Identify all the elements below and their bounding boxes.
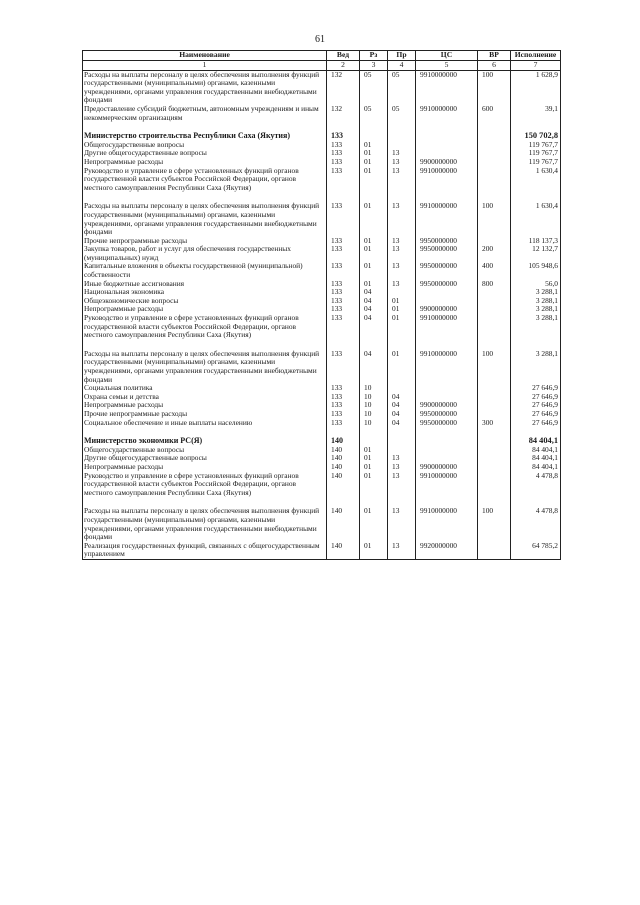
cs-cell: 9910000000	[416, 314, 478, 340]
spacer-cell	[511, 122, 561, 132]
row-name-cell: Общегосударственные вопросы	[83, 141, 327, 150]
sum-cell: 84 404,1	[511, 463, 561, 472]
ved-cell: 133	[327, 245, 360, 262]
row-name-cell: Закупка товаров, работ и услуг для обеспечения государственных (муниципальных) нужд	[83, 245, 327, 262]
spacer-cell	[360, 122, 388, 132]
column-number-row	[83, 61, 561, 71]
rz-cell	[360, 437, 388, 446]
pr-cell: 01	[388, 314, 416, 340]
vr-cell: 800	[478, 280, 511, 289]
row-name-cell: Прочие непрограммные расходы	[83, 410, 327, 419]
ved-cell: 133	[327, 384, 360, 393]
ved-cell: 133	[327, 158, 360, 167]
pr-cell	[388, 141, 416, 150]
sum-cell: 1 630,4	[511, 202, 561, 236]
pr-cell: 13	[388, 245, 416, 262]
rz-cell: 01	[360, 149, 388, 158]
column-header-vr: ВР	[478, 51, 511, 61]
pr-cell	[388, 288, 416, 297]
row-name-cell: Охрана семьи и детства	[83, 393, 327, 402]
rz-cell: 10	[360, 401, 388, 410]
rz-cell: 04	[360, 350, 388, 384]
vr-cell	[478, 384, 511, 393]
pr-cell: 13	[388, 149, 416, 158]
vr-cell	[478, 149, 511, 158]
sum-cell: 119 767,7	[511, 141, 561, 150]
pr-cell: 13	[388, 463, 416, 472]
table-row	[83, 167, 561, 193]
row-name-cell: Расходы на выплаты персоналу в целях обеспечения выполнения функций государственными (муниципальными) органами, казенными учреждениями, органами управления государственными внебюджетными фондами	[83, 350, 327, 384]
ved-cell: 140	[327, 507, 360, 541]
rz-cell: 01	[360, 472, 388, 498]
ved-cell: 133	[327, 350, 360, 384]
cs-cell	[416, 437, 478, 446]
spacer-cell	[511, 497, 561, 507]
vr-cell: 400	[478, 262, 511, 279]
pr-cell: 04	[388, 410, 416, 419]
table-body	[83, 70, 561, 559]
column-number: 5	[416, 61, 478, 71]
sum-cell: 1 628,9	[511, 70, 561, 105]
pr-cell: 13	[388, 280, 416, 289]
ved-cell: 133	[327, 288, 360, 297]
spacer-cell	[478, 192, 511, 202]
pr-cell: 04	[388, 393, 416, 402]
row-name-cell: Руководство и управление в сфере установленных функций органов государственной власти субъектов Российской Федерации, органов местного самоуправления Республики Саха (Якутия)	[83, 167, 327, 193]
sum-cell: 3 288,1	[511, 288, 561, 297]
sum-cell: 84 404,1	[511, 446, 561, 455]
vr-cell	[478, 305, 511, 314]
sum-cell: 119 767,7	[511, 158, 561, 167]
row-name-cell: Реализация государственных функций, связанных с общегосударственным управлением	[83, 542, 327, 560]
row-name-cell: Социальное обеспечение и иные выплаты населению	[83, 419, 327, 428]
ved-cell: 133	[327, 141, 360, 150]
table-header-row	[83, 51, 561, 61]
spacer-cell	[360, 427, 388, 437]
rz-cell: 10	[360, 410, 388, 419]
vr-cell	[478, 132, 511, 141]
row-name-cell: Другие общегосударственные вопросы	[83, 149, 327, 158]
pr-cell: 01	[388, 350, 416, 384]
vr-cell	[478, 454, 511, 463]
sum-cell: 39,1	[511, 105, 561, 122]
spacer-cell	[416, 497, 478, 507]
cs-cell: 9910000000	[416, 350, 478, 384]
ved-cell: 133	[327, 410, 360, 419]
cs-cell: 9950000000	[416, 262, 478, 279]
row-name-cell: Общегосударственные вопросы	[83, 446, 327, 455]
sum-cell: 84 404,1	[511, 454, 561, 463]
rz-cell: 01	[360, 245, 388, 262]
rz-cell: 01	[360, 280, 388, 289]
spacer-cell	[511, 192, 561, 202]
vr-cell	[478, 314, 511, 340]
cs-cell	[416, 384, 478, 393]
column-number: 2	[327, 61, 360, 71]
pr-cell: 13	[388, 262, 416, 279]
row-name-cell: Общеэкономические вопросы	[83, 297, 327, 306]
cs-cell: 9950000000	[416, 410, 478, 419]
sum-cell: 64 785,2	[511, 542, 561, 560]
row-name-cell: Непрограммные расходы	[83, 401, 327, 410]
rz-cell: 04	[360, 314, 388, 340]
ved-cell: 140	[327, 463, 360, 472]
pr-cell: 13	[388, 158, 416, 167]
column-header-pr: Пр	[388, 51, 416, 61]
pr-cell	[388, 384, 416, 393]
rz-cell: 01	[360, 158, 388, 167]
sum-cell: 56,0	[511, 280, 561, 289]
pr-cell: 04	[388, 401, 416, 410]
pr-cell: 13	[388, 472, 416, 498]
vr-cell	[478, 237, 511, 246]
spacer-cell	[416, 427, 478, 437]
cs-cell	[416, 393, 478, 402]
rz-cell: 04	[360, 297, 388, 306]
ved-cell: 133	[327, 314, 360, 340]
ved-cell: 133	[327, 280, 360, 289]
rz-cell: 04	[360, 305, 388, 314]
column-number: 3	[360, 61, 388, 71]
cs-cell	[416, 141, 478, 150]
spacer-cell	[327, 122, 360, 132]
column-header-sum: Исполнение	[511, 51, 561, 61]
sum-cell: 4 478,8	[511, 472, 561, 498]
ved-cell: 140	[327, 437, 360, 446]
rz-cell: 01	[360, 454, 388, 463]
pr-cell	[388, 132, 416, 141]
pr-cell: 05	[388, 70, 416, 105]
cs-cell: 9900000000	[416, 463, 478, 472]
ved-cell: 132	[327, 70, 360, 105]
spacer-cell	[327, 192, 360, 202]
rz-cell: 10	[360, 384, 388, 393]
spacer-cell	[360, 340, 388, 350]
cs-cell: 9910000000	[416, 70, 478, 105]
spacer-cell	[478, 497, 511, 507]
table-row	[83, 419, 561, 428]
sum-cell: 27 646,9	[511, 393, 561, 402]
vr-cell: 600	[478, 105, 511, 122]
column-header-name: Наименование	[83, 51, 327, 61]
sum-cell: 3 288,1	[511, 314, 561, 340]
cs-cell: 9950000000	[416, 280, 478, 289]
rz-cell: 01	[360, 507, 388, 541]
spacer-cell	[388, 340, 416, 350]
pr-cell: 05	[388, 105, 416, 122]
ved-cell: 133	[327, 393, 360, 402]
spacer-cell	[327, 427, 360, 437]
table-row	[83, 262, 561, 279]
rz-cell	[360, 132, 388, 141]
cs-cell: 9900000000	[416, 305, 478, 314]
vr-cell	[478, 297, 511, 306]
pr-cell: 13	[388, 237, 416, 246]
pr-cell: 13	[388, 507, 416, 541]
spacer-cell	[478, 340, 511, 350]
spacer-cell	[388, 122, 416, 132]
row-name-cell: Национальная экономика	[83, 288, 327, 297]
page-number: 61	[315, 34, 325, 45]
vr-cell: 100	[478, 350, 511, 384]
rz-cell: 05	[360, 70, 388, 105]
table-row	[83, 202, 561, 236]
ved-cell: 140	[327, 446, 360, 455]
row-name-cell: Расходы на выплаты персоналу в целях обеспечения выполнения функций государственными (муниципальными) органами, казенными учреждениями, органами управления государственными внебюджетными фондами	[83, 202, 327, 236]
row-name-cell: Непрограммные расходы	[83, 305, 327, 314]
pr-cell: 13	[388, 202, 416, 236]
rz-cell: 01	[360, 167, 388, 193]
sum-cell: 12 132,7	[511, 245, 561, 262]
rz-cell: 10	[360, 419, 388, 428]
table-row	[83, 70, 561, 105]
row-name-cell: Непрограммные расходы	[83, 463, 327, 472]
row-name-cell: Расходы на выплаты персоналу в целях обеспечения выполнения функций государственными (муниципальными) органами, казенными учреждениями, органами управления государственными внебюджетными фондами	[83, 507, 327, 541]
spacer-cell	[360, 192, 388, 202]
rz-cell: 01	[360, 446, 388, 455]
row-name-cell: Непрограммные расходы	[83, 158, 327, 167]
cs-cell: 9950000000	[416, 237, 478, 246]
column-number: 1	[83, 61, 327, 71]
column-number: 6	[478, 61, 511, 71]
sum-cell: 105 948,6	[511, 262, 561, 279]
cs-cell: 9900000000	[416, 401, 478, 410]
vr-cell	[478, 141, 511, 150]
vr-cell	[478, 472, 511, 498]
row-name-cell: Социальная политика	[83, 384, 327, 393]
vr-cell	[478, 167, 511, 193]
row-name-cell: Министерство экономики РС(Я)	[83, 437, 327, 446]
table-row	[83, 507, 561, 541]
vr-cell	[478, 463, 511, 472]
vr-cell: 100	[478, 507, 511, 541]
row-name-cell: Министерство строительства Республики Саха (Якутия)	[83, 132, 327, 141]
sum-cell: 27 646,9	[511, 401, 561, 410]
row-name-cell: Расходы на выплаты персоналу в целях обеспечения выполнения функций государственными (муниципальными) органами, казенными учреждениями, органами управления государственными внебюджетными фондами	[83, 70, 327, 105]
ved-cell: 140	[327, 472, 360, 498]
vr-cell	[478, 401, 511, 410]
sum-cell: 150 702,8	[511, 132, 561, 141]
ved-cell: 133	[327, 297, 360, 306]
table-row	[83, 472, 561, 498]
ved-cell: 133	[327, 401, 360, 410]
cs-cell: 9920000000	[416, 542, 478, 560]
sum-cell: 119 767,7	[511, 149, 561, 158]
sum-cell: 3 288,1	[511, 297, 561, 306]
spacer-cell	[327, 340, 360, 350]
pr-cell	[388, 446, 416, 455]
ved-cell: 140	[327, 454, 360, 463]
row-name-cell: Прочие непрограммные расходы	[83, 237, 327, 246]
ved-cell: 133	[327, 167, 360, 193]
spacer-cell	[388, 497, 416, 507]
ved-cell: 140	[327, 542, 360, 560]
cs-cell	[416, 297, 478, 306]
cs-cell: 9910000000	[416, 507, 478, 541]
sum-cell: 27 646,9	[511, 410, 561, 419]
column-number: 7	[511, 61, 561, 71]
table-row	[83, 245, 561, 262]
pr-cell: 13	[388, 167, 416, 193]
rz-cell: 01	[360, 237, 388, 246]
spacer-cell	[478, 122, 511, 132]
spacer-cell	[416, 340, 478, 350]
row-name-cell: Другие общегосударственные вопросы	[83, 454, 327, 463]
budget-execution-table	[82, 50, 561, 560]
ved-cell: 133	[327, 305, 360, 314]
vr-cell: 100	[478, 202, 511, 236]
vr-cell	[478, 158, 511, 167]
spacer-cell	[388, 427, 416, 437]
spacer-cell	[511, 427, 561, 437]
vr-cell	[478, 446, 511, 455]
spacer-cell	[327, 497, 360, 507]
ved-cell: 133	[327, 202, 360, 236]
sum-cell: 1 630,4	[511, 167, 561, 193]
cs-cell	[416, 454, 478, 463]
column-number: 4	[388, 61, 416, 71]
row-name-cell: Руководство и управление в сфере установленных функций органов государственной власти субъектов Российской Федерации, органов местного самоуправления Республики Саха (Якутия)	[83, 472, 327, 498]
rz-cell: 01	[360, 542, 388, 560]
spacer-cell	[388, 192, 416, 202]
rz-cell: 01	[360, 141, 388, 150]
ved-cell: 133	[327, 149, 360, 158]
spacer-cell	[511, 340, 561, 350]
vr-cell	[478, 410, 511, 419]
pr-cell	[388, 437, 416, 446]
rz-cell: 01	[360, 262, 388, 279]
cs-cell: 9910000000	[416, 202, 478, 236]
vr-cell: 100	[478, 70, 511, 105]
rz-cell: 04	[360, 288, 388, 297]
ved-cell: 133	[327, 419, 360, 428]
table-row	[83, 105, 561, 122]
cs-cell: 9910000000	[416, 105, 478, 122]
sum-cell: 27 646,9	[511, 384, 561, 393]
vr-cell: 300	[478, 419, 511, 428]
ved-cell: 133	[327, 262, 360, 279]
ved-cell: 133	[327, 237, 360, 246]
row-name-cell: Руководство и управление в сфере установленных функций органов государственной власти субъектов Российской Федерации, органов местного самоуправления Республики Саха (Якутия)	[83, 314, 327, 340]
column-header-rz: Рз	[360, 51, 388, 61]
table-row	[83, 542, 561, 560]
sum-cell: 3 288,1	[511, 305, 561, 314]
cs-cell	[416, 132, 478, 141]
table-row	[83, 350, 561, 384]
cs-cell: 9950000000	[416, 419, 478, 428]
pr-cell: 04	[388, 419, 416, 428]
cs-cell: 9950000000	[416, 245, 478, 262]
table-row	[83, 314, 561, 340]
spacer-cell	[360, 497, 388, 507]
cs-cell: 9900000000	[416, 158, 478, 167]
vr-cell	[478, 288, 511, 297]
cs-cell	[416, 288, 478, 297]
pr-cell: 13	[388, 454, 416, 463]
spacer-cell	[478, 427, 511, 437]
rz-cell: 01	[360, 463, 388, 472]
vr-cell	[478, 542, 511, 560]
rz-cell: 10	[360, 393, 388, 402]
sum-cell: 27 646,9	[511, 419, 561, 428]
row-name-cell: Иные бюджетные ассигнования	[83, 280, 327, 289]
cs-cell: 9910000000	[416, 472, 478, 498]
spacer-cell	[416, 122, 478, 132]
spacer-cell	[416, 192, 478, 202]
ved-cell: 133	[327, 132, 360, 141]
row-name-cell: Капитальные вложения в объекты государственной (муниципальной) собственности	[83, 262, 327, 279]
cs-cell	[416, 446, 478, 455]
cs-cell	[416, 149, 478, 158]
sum-cell: 84 404,1	[511, 437, 561, 446]
vr-cell: 200	[478, 245, 511, 262]
column-header-cs: ЦС	[416, 51, 478, 61]
ved-cell: 132	[327, 105, 360, 122]
sum-cell: 4 478,8	[511, 507, 561, 541]
rz-cell: 01	[360, 202, 388, 236]
vr-cell	[478, 437, 511, 446]
pr-cell: 13	[388, 542, 416, 560]
sum-cell: 118 137,3	[511, 237, 561, 246]
vr-cell	[478, 393, 511, 402]
pr-cell: 01	[388, 297, 416, 306]
rz-cell: 05	[360, 105, 388, 122]
row-name-cell: Предоставление субсидий бюджетным, автономным учреждениям и иным некоммерческим организациям	[83, 105, 327, 122]
pr-cell: 01	[388, 305, 416, 314]
cs-cell: 9910000000	[416, 167, 478, 193]
sum-cell: 3 288,1	[511, 350, 561, 384]
column-header-ved: Вед	[327, 51, 360, 61]
